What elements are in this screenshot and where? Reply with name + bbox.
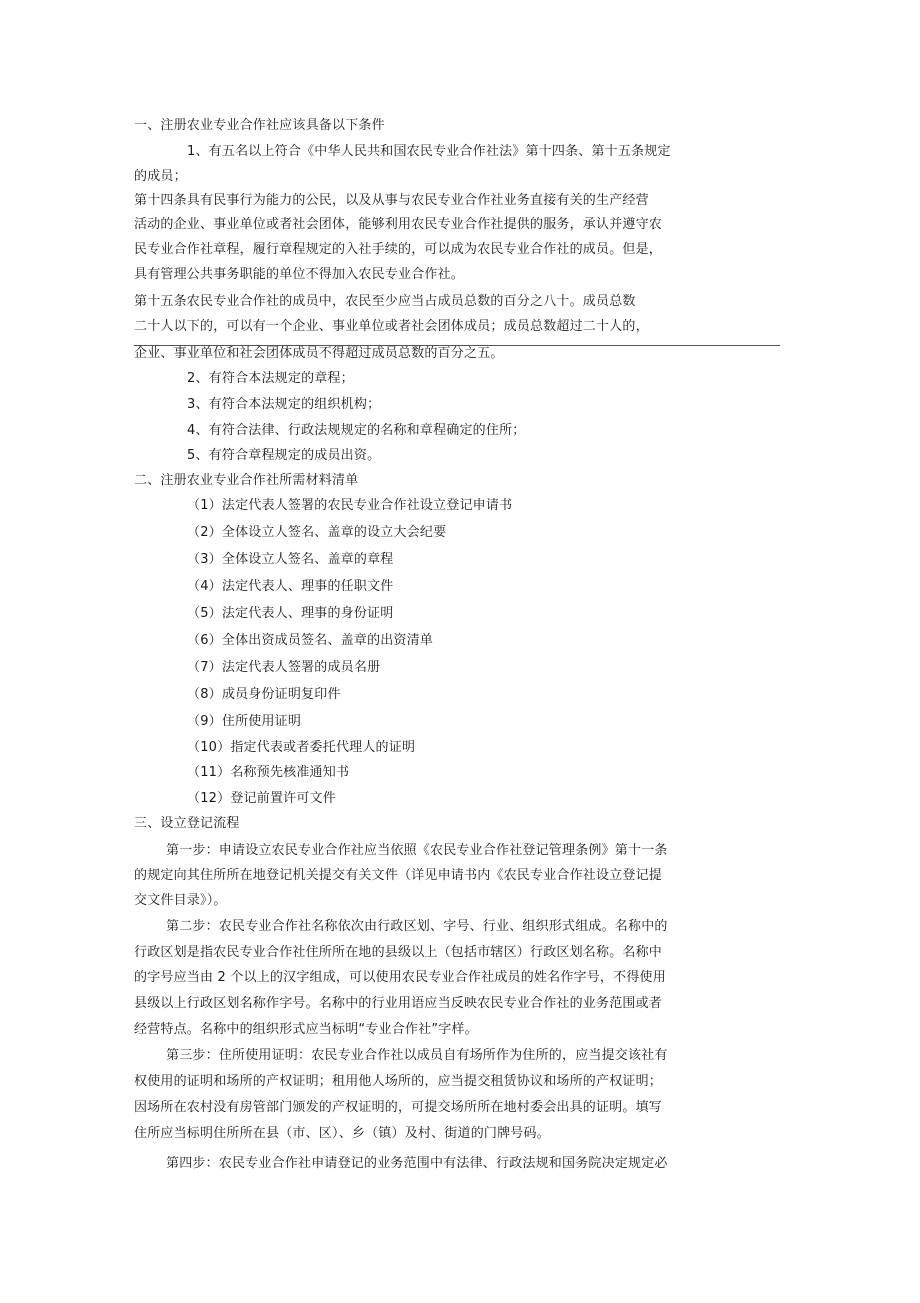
condition-3: 3、有符合本法规定的组织机构； xyxy=(187,397,381,412)
material-item: （8）成员身份证明复印件 xyxy=(187,687,341,702)
article-14-line: 民专业合作社章程，履行章程规定的入社手续的，可以成为农民专业合作社的成员。但是， xyxy=(134,242,663,257)
article-14-line: 活动的企业、事业单位或者社会团体，能够利用农民专业合作社提供的服务，承认并遵守农 xyxy=(134,217,663,232)
material-item: （7）法定代表人签署的成员名册 xyxy=(187,660,381,675)
condition-1-line-2: 的成员； xyxy=(134,169,187,184)
condition-4: 4、有符合法律、行政法规规定的名称和章程确定的住所； xyxy=(187,423,526,438)
article-15-line: 二十人以下的，可以有一个企业、事业单位或者社会团体成员；成员总数超过二十人的， xyxy=(134,319,649,334)
section-1-heading: 一、注册农业专业合作社应该具备以下条件 xyxy=(134,118,385,133)
section-3-heading: 三、设立登记流程 xyxy=(134,816,240,831)
material-item: （6）全体出资成员签名、盖章的出资清单 xyxy=(187,633,434,648)
condition-5: 5、有符合章程规定的成员出资。 xyxy=(187,448,381,463)
article-14-line: 第十四条具有民事行为能力的公民，以及从事与农民专业合作社业务直接有关的生产经营 xyxy=(134,193,649,208)
material-item: （11）名称预先核准通知书 xyxy=(187,765,350,780)
material-item: （2）全体设立人签名、盖章的设立大会纪要 xyxy=(187,525,447,540)
condition-1-line-1: 1、有五名以上符合《中华人民共和国农民专业合作社法》第十四条、第十五条规定 xyxy=(187,144,671,159)
step-2-line: 的字号应当由 2 个以上的汉字组成，可以使用农民专业合作社成员的姓名作字号，不得使用 xyxy=(134,970,666,985)
article-14-line: 具有管理公共事务职能的单位不得加入农民专业合作社。 xyxy=(134,267,465,282)
step-3-line: 住所应当标明住所所在县（市、区）、乡（镇）及村、街道的门牌号码。 xyxy=(134,1126,550,1141)
step-1-line: 交文件目录》）。 xyxy=(134,893,227,908)
step-2-line: 经营特点。名称中的组织形式应当标明“专业合作社”字样。 xyxy=(134,1022,478,1037)
article-15-line: 企业、事业单位和社会团体成员不得超过成员总数的百分之五。 xyxy=(134,346,504,361)
section-2-heading: 二、注册农业专业合作社所需材料清单 xyxy=(134,473,359,488)
condition-2: 2、有符合本法规定的章程； xyxy=(187,371,354,386)
step-3-line: 权使用的证明和场所的产权证明；租用他人场所的，应当提交租赁协议和场所的产权证明； xyxy=(134,1074,663,1089)
material-item: （9）住所使用证明 xyxy=(187,714,302,729)
step-2-line: 行政区划是指农民专业合作社住所所在地的县级以上（包括市辖区）行政区划名称。名称中 xyxy=(134,945,663,960)
step-4-line: 第四步：农民专业合作社申请登记的业务范围中有法律、行政法规和国务院决定规定必 xyxy=(166,1156,668,1171)
material-item: （10）指定代表或者委托代理人的证明 xyxy=(187,740,416,755)
step-2-line: 第二步：农民专业合作社名称依次由行政区划、字号、行业、组织形式组成。名称中的 xyxy=(166,919,668,934)
step-1-line: 的规定向其住所所在地登记机关提交有关文件（详见申请书内《农民专业合作社设立登记提 xyxy=(134,868,663,883)
step-3-line: 因场所在农村没有房管部门颁发的产权证明的，可提交场所所在地村委会出具的证明。填写 xyxy=(134,1100,663,1115)
material-item: （3）全体设立人签名、盖章的章程 xyxy=(187,552,394,567)
material-item: （5）法定代表人、理事的身份证明 xyxy=(187,606,394,621)
material-item: （1）法定代表人签署的农民专业合作社设立登记申请书 xyxy=(187,498,513,513)
step-3-line: 第三步：住所使用证明：农民专业合作社以成员自有场所作为住所的，应当提交该社有 xyxy=(166,1048,668,1063)
material-item: （4）法定代表人、理事的任职文件 xyxy=(187,579,394,594)
article-15-line: 第十五条农民专业合作社的成员中，农民至少应当占成员总数的百分之八十。成员总数 xyxy=(134,294,636,309)
step-1-line: 第一步：申请设立农民专业合作社应当依照《农民专业合作社登记管理条例》第十一条 xyxy=(166,843,668,858)
material-item: （12）登记前置许可文件 xyxy=(187,791,336,806)
step-2-line: 县级以上行政区划名称作字号。名称中的行业用语应当反映农民专业合作社的业务范围或者 xyxy=(134,996,663,1011)
